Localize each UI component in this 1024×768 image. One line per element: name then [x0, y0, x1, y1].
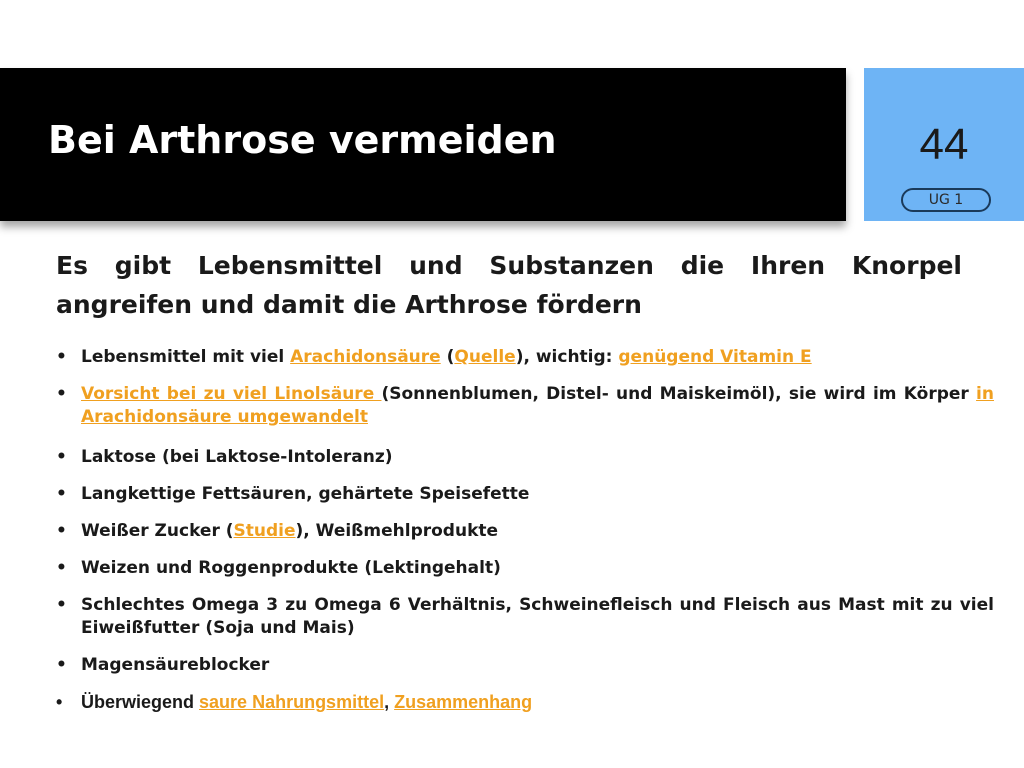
link-arachidonsaeure[interactable]: Arachidonsäure — [290, 347, 441, 367]
item-text: Weißer Zucker ( — [81, 521, 234, 541]
section-badge: UG 1 — [901, 188, 991, 212]
item-text: Überwiegend — [81, 692, 200, 712]
link-zusammenhang[interactable]: Zusammenhang — [394, 692, 533, 712]
list-item — [56, 520, 994, 543]
item-text: Laktose (bei Laktose-Intoleranz) — [81, 447, 393, 467]
item-text: Langkettige Fettsäuren, gehärtete Speisefette — [81, 484, 530, 504]
item-text: Weizen und Roggenprodukte (Lektingehalt) — [81, 558, 501, 578]
item-text: ), wichtig: — [515, 347, 619, 367]
list-item — [56, 446, 994, 469]
item-text: , — [384, 692, 395, 712]
item-text: Lebensmittel mit viel — [81, 347, 291, 367]
link-saure-nahrungsmittel[interactable]: saure Nahrungsmittel — [199, 692, 385, 712]
slide-title: Bei Arthrose vermeiden — [48, 118, 557, 162]
list-item — [56, 557, 994, 580]
list-item — [56, 691, 994, 714]
item-text: Schlechtes Omega 3 zu Omega 6 Verhältnis, Schweinefleisch und Fleisch aus Mast mit zu viel Eiweißfutter (Soja und Mais) — [81, 595, 994, 638]
list-item — [56, 346, 994, 369]
item-text: (Sonnenblumen, Distel- und Maiskeimöl), sie wird im Körper — [381, 384, 977, 404]
item-text: ), Weißmehlprodukte — [295, 521, 499, 541]
page-number-box — [864, 68, 1024, 221]
page-number: 44 — [919, 120, 969, 169]
link-quelle[interactable]: Quelle — [454, 347, 516, 367]
link-linolsaeure[interactable]: Vorsicht bei zu viel Linolsäure — [81, 384, 382, 404]
item-text: Magensäureblocker — [81, 655, 270, 675]
list-item — [56, 383, 994, 429]
list-item — [56, 483, 994, 506]
link-studie[interactable]: Studie — [233, 521, 296, 541]
list-item — [56, 654, 994, 677]
intro-text: Es gibt Lebensmittel und Substanzen die Ihren Knorpel angreifen und damit die Arthrose fördern — [56, 251, 962, 319]
list-item — [56, 594, 994, 640]
link-umgewandelt[interactable]: in Arachidonsäure umgewandelt — [81, 384, 994, 427]
item-text: ( — [440, 347, 455, 367]
link-vitamin-e[interactable]: genügend Vitamin E — [618, 347, 812, 367]
